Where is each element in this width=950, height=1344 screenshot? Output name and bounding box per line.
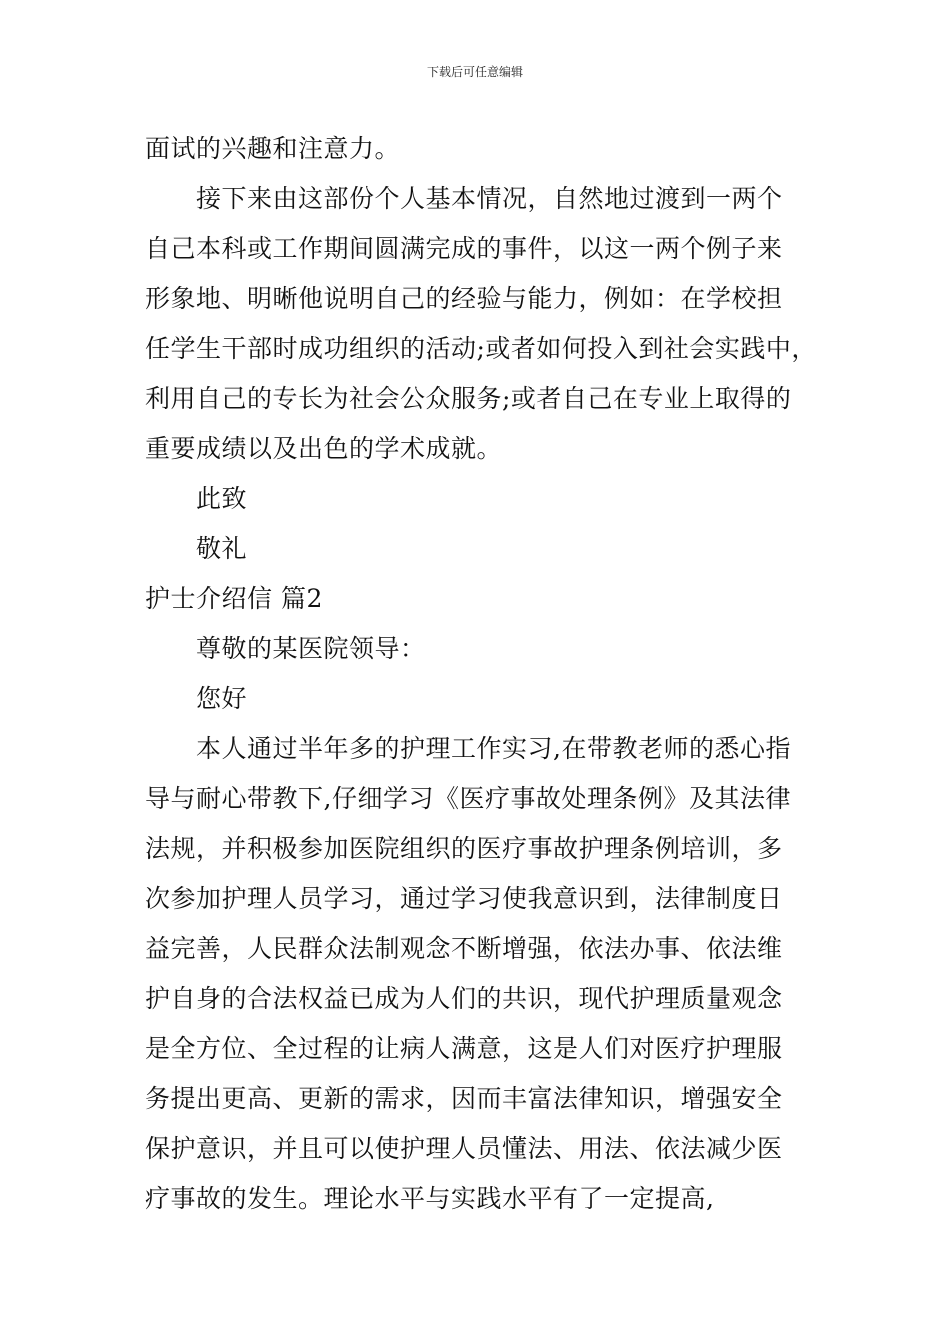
closing-line: 此致 bbox=[196, 484, 248, 513]
body-line: 接下来由这部份个人基本情况，自然地过渡到一两个 bbox=[196, 184, 783, 213]
document-body bbox=[145, 124, 817, 1224]
section-title: 护士介绍信 篇2 bbox=[145, 584, 323, 613]
body-line: 导与耐心带教下,仔细学习《医疗事故处理条例》及其法律 bbox=[145, 784, 791, 813]
body-line: 面试的兴趣和注意力。 bbox=[145, 134, 401, 163]
body-line: 本人通过半年多的护理工作实习,在带教老师的悉心指 bbox=[196, 734, 791, 763]
page-header: 下载后可任意编辑 bbox=[426, 65, 523, 79]
closing-line: 敬礼 bbox=[196, 534, 248, 563]
body-line: 自己本科或工作期间圆满完成的事件，以这一两个例子来 bbox=[145, 234, 783, 263]
body-line: 重要成绩以及出色的学术成就。 bbox=[145, 434, 503, 463]
greeting-line: 您好 bbox=[196, 684, 248, 713]
body-line: 疗事故的发生。理论水平与实践水平有了一定提高, bbox=[145, 1184, 715, 1213]
body-line: 益完善，人民群众法制观念不断增强，依法办事、依法维 bbox=[145, 934, 783, 963]
body-line: 保护意识，并且可以使护理人员懂法、用法、依法减少医 bbox=[145, 1134, 783, 1163]
salutation-line: 尊敬的某医院领导： bbox=[196, 634, 426, 663]
body-line: 法规，并积极参加医院组织的医疗事故护理条例培训，多 bbox=[145, 834, 783, 863]
body-line: 利用自己的专长为社会公众服务;或者自己在专业上取得的 bbox=[145, 384, 792, 413]
body-line: 任学生干部时成功组织的活动;或者如何投入到社会实践中， bbox=[145, 334, 817, 363]
body-line: 务提出更高、更新的需求，因而丰富法律知识，增强安全 bbox=[145, 1084, 783, 1113]
body-line: 次参加护理人员学习，通过学习使我意识到，法律制度日 bbox=[145, 884, 783, 913]
body-line: 是全方位、全过程的让病人满意，这是人们对医疗护理服 bbox=[145, 1034, 783, 1063]
body-line: 护自身的合法权益已成为人们的共识，现代护理质量观念 bbox=[145, 984, 783, 1013]
body-line: 形象地、明晰他说明自己的经验与能力，例如：在学校担 bbox=[145, 284, 783, 313]
